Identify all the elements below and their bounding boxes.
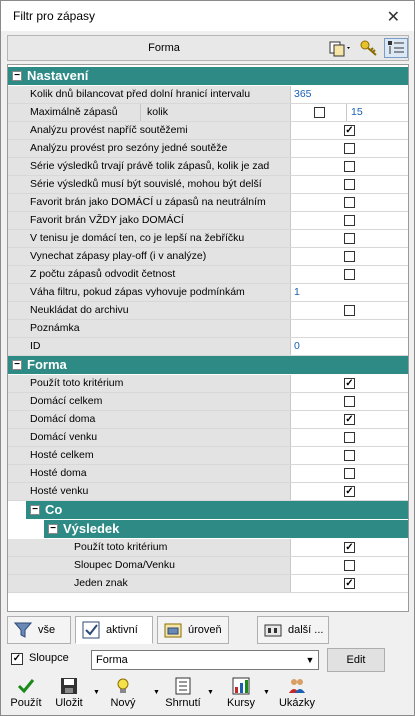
row-gutter bbox=[8, 447, 26, 464]
novy-dropdown-icon[interactable]: ▼ bbox=[153, 689, 160, 696]
novy-button[interactable] bbox=[105, 675, 141, 713]
property-value[interactable]: 15 bbox=[346, 104, 406, 121]
categorized-view-button[interactable] bbox=[384, 38, 408, 58]
toolbar-tab-forma[interactable]: Forma bbox=[148, 42, 180, 54]
property-row[interactable] bbox=[8, 158, 408, 176]
checkbox-unchecked[interactable] bbox=[344, 179, 355, 190]
property-row[interactable] bbox=[8, 338, 408, 356]
property-row[interactable] bbox=[8, 176, 408, 194]
property-label bbox=[26, 447, 291, 464]
key-icon bbox=[359, 39, 379, 57]
row-gutter bbox=[8, 411, 26, 428]
checkbox-unchecked[interactable] bbox=[344, 305, 355, 316]
copy-icon bbox=[327, 39, 353, 57]
row-gutter bbox=[8, 248, 26, 265]
row-gutter bbox=[8, 176, 26, 193]
property-label-text: Kolik dnů bilancovat před dolní hranicí intervalu bbox=[30, 88, 251, 100]
row-gutter bbox=[8, 284, 26, 301]
form-select-value: Forma bbox=[96, 654, 128, 666]
property-value[interactable]: 0 bbox=[292, 338, 408, 355]
tab-uroven[interactable] bbox=[157, 616, 229, 644]
property-row[interactable] bbox=[8, 393, 408, 411]
shrnuti-label: Shrnutí bbox=[165, 697, 201, 709]
collapse-icon[interactable]: − bbox=[12, 71, 22, 81]
checkbox-unchecked[interactable] bbox=[344, 269, 355, 280]
collapse-icon[interactable]: − bbox=[12, 360, 22, 370]
checkbox-unchecked[interactable] bbox=[344, 432, 355, 443]
row-gutter bbox=[8, 122, 26, 139]
grid-toolbar bbox=[7, 35, 409, 61]
level-icon bbox=[164, 621, 182, 639]
property-row[interactable] bbox=[8, 212, 408, 230]
row-gutter bbox=[8, 140, 26, 157]
odds-icon bbox=[232, 677, 250, 695]
property-label-text: Použít toto kritérium bbox=[30, 377, 124, 389]
checkbox-unchecked[interactable] bbox=[344, 161, 355, 172]
action-bar bbox=[7, 675, 409, 713]
checkbox-unchecked[interactable] bbox=[314, 107, 325, 118]
property-row[interactable] bbox=[8, 575, 408, 593]
checkbox-unchecked[interactable] bbox=[344, 251, 355, 262]
property-label-text: Favorit brán jako DOMÁCÍ u zápasů na neutrálním bbox=[30, 196, 266, 208]
property-label-text: Série výsledků trvají právě tolik zápasů, kolik je zad bbox=[30, 160, 270, 172]
row-gutter bbox=[8, 465, 26, 482]
checkbox-unchecked[interactable] bbox=[344, 396, 355, 407]
checkbox-checked[interactable]: ✓ bbox=[345, 542, 354, 553]
property-label bbox=[26, 248, 291, 265]
tab-vse[interactable] bbox=[7, 616, 71, 644]
property-label bbox=[26, 320, 291, 337]
checkbox-icon bbox=[82, 621, 100, 639]
copy-dropdown-button[interactable] bbox=[326, 38, 354, 58]
filter-icon bbox=[14, 621, 32, 639]
row-gutter bbox=[8, 338, 26, 355]
checkbox-unchecked[interactable] bbox=[344, 468, 355, 479]
row-gutter bbox=[8, 266, 26, 283]
collapse-icon[interactable]: − bbox=[30, 505, 40, 515]
property-label-text: Analýzu provést pro sezóny jedné soutěže bbox=[30, 142, 228, 154]
property-label-text: Hosté doma bbox=[30, 467, 87, 479]
property-row[interactable] bbox=[8, 302, 408, 320]
property-label bbox=[26, 302, 291, 319]
property-label bbox=[26, 158, 291, 175]
property-label-text: Domácí celkem bbox=[30, 395, 103, 407]
row-gutter bbox=[8, 104, 26, 121]
row-gutter bbox=[8, 86, 26, 103]
property-label-text: Jeden znak bbox=[74, 577, 128, 589]
property-value[interactable]: 1 bbox=[292, 284, 408, 301]
row-gutter bbox=[8, 230, 26, 247]
property-label-text: Domácí doma bbox=[30, 413, 96, 425]
property-label-text: Hosté venku bbox=[30, 485, 89, 497]
ulozit-dropdown-icon[interactable]: ▼ bbox=[93, 689, 100, 696]
property-label-text: V tenisu je domácí ten, co je lepší na žebříčku bbox=[30, 232, 245, 244]
property-label bbox=[26, 230, 291, 247]
property-label bbox=[62, 575, 291, 592]
property-label bbox=[26, 122, 291, 139]
property-label-text: Váha filtru, pokud zápas vyhovuje podmínkám bbox=[30, 286, 245, 298]
property-row[interactable] bbox=[8, 140, 408, 158]
more-icon bbox=[264, 621, 282, 639]
property-label bbox=[26, 338, 291, 355]
category-label: Výsledek bbox=[63, 521, 120, 536]
checkbox-unchecked[interactable] bbox=[344, 233, 355, 244]
property-sublabel: kolik bbox=[140, 104, 291, 121]
property-label bbox=[62, 539, 291, 556]
close-button[interactable]: ✕ bbox=[386, 9, 400, 26]
kursy-button[interactable] bbox=[221, 675, 261, 713]
row-gutter bbox=[8, 483, 26, 500]
property-label bbox=[62, 557, 291, 574]
property-row[interactable] bbox=[8, 429, 408, 447]
checkbox-unchecked[interactable] bbox=[344, 560, 355, 571]
property-label bbox=[26, 393, 291, 410]
property-row[interactable] bbox=[8, 411, 408, 429]
ulozit-button[interactable] bbox=[49, 675, 89, 713]
property-label-text: Použít toto kritérium bbox=[74, 541, 168, 553]
ukazky-button[interactable] bbox=[275, 675, 319, 713]
categorized-list-icon bbox=[385, 39, 407, 57]
checkbox-checked[interactable]: ✓ bbox=[345, 378, 354, 389]
tab-uroven-label: úroveň bbox=[188, 624, 222, 636]
property-label-text: Z počtu zápasů odvodit četnost bbox=[30, 268, 176, 280]
property-row[interactable] bbox=[8, 194, 408, 212]
property-label-text: Sloupec Doma/Venku bbox=[74, 559, 175, 571]
property-row[interactable] bbox=[8, 465, 408, 483]
checkbox-checked[interactable]: ✓ bbox=[345, 486, 354, 497]
property-grid bbox=[7, 64, 409, 612]
property-row[interactable] bbox=[8, 539, 408, 557]
form-select[interactable] bbox=[91, 650, 319, 670]
category-vysledek[interactable] bbox=[44, 520, 408, 538]
category-nastaveni[interactable] bbox=[8, 67, 408, 85]
checkmark-icon bbox=[17, 677, 35, 695]
tab-vse-label: vše bbox=[38, 624, 56, 636]
property-label-text: Hosté celkem bbox=[30, 449, 94, 461]
checkbox-unchecked[interactable] bbox=[344, 450, 355, 461]
edit-button[interactable]: Edit bbox=[327, 648, 385, 672]
sloupce-checkbox[interactable]: ✓ bbox=[12, 653, 22, 664]
novy-label: Nový bbox=[110, 697, 136, 709]
form-bar bbox=[7, 648, 409, 672]
title-bar bbox=[1, 1, 414, 31]
people-icon bbox=[288, 677, 306, 695]
row-gutter bbox=[8, 302, 26, 319]
property-value[interactable]: 365 bbox=[292, 86, 408, 103]
category-forma[interactable] bbox=[8, 356, 408, 374]
property-label-text: Vynechat zápasy play-off (i v analýze) bbox=[30, 250, 207, 262]
property-label bbox=[26, 483, 291, 500]
property-row[interactable] bbox=[8, 375, 408, 393]
property-row[interactable] bbox=[8, 320, 408, 338]
property-label bbox=[26, 194, 291, 211]
checkbox-unchecked[interactable] bbox=[344, 215, 355, 226]
checkbox-unchecked[interactable] bbox=[344, 197, 355, 208]
row-gutter bbox=[8, 158, 26, 175]
shrnuti-dropdown-icon[interactable]: ▼ bbox=[207, 689, 214, 696]
row-gutter bbox=[8, 557, 62, 574]
property-label bbox=[26, 429, 291, 446]
save-icon bbox=[60, 677, 78, 695]
property-label-text: Analýzu provést napříč soutěžemi bbox=[30, 124, 188, 136]
row-gutter bbox=[8, 320, 26, 337]
key-button[interactable] bbox=[358, 38, 380, 58]
ukazky-label: Ukázky bbox=[278, 697, 316, 709]
property-label bbox=[26, 375, 291, 392]
category-label: Co bbox=[45, 502, 63, 517]
property-row[interactable] bbox=[8, 447, 408, 465]
property-label-text: Poznámka bbox=[30, 322, 80, 334]
property-label-text: ID bbox=[30, 340, 41, 352]
tab-dalsi-label: další ... bbox=[288, 624, 324, 636]
checkbox-checked[interactable]: ✓ bbox=[345, 414, 354, 425]
property-row[interactable] bbox=[8, 122, 408, 140]
property-row[interactable] bbox=[8, 266, 408, 284]
view-tabs bbox=[7, 616, 409, 644]
tab-aktivni[interactable] bbox=[75, 616, 153, 644]
kursy-label: Kursy bbox=[226, 697, 256, 709]
property-label bbox=[26, 86, 291, 103]
kursy-dropdown-icon[interactable]: ▼ bbox=[263, 689, 270, 696]
property-row[interactable] bbox=[8, 86, 408, 104]
chevron-down-icon: ▼ bbox=[305, 655, 315, 665]
tab-aktivni-label: aktivní bbox=[106, 624, 138, 636]
category-co[interactable] bbox=[26, 501, 408, 519]
category-label: Nastavení bbox=[27, 68, 89, 83]
row-gutter bbox=[8, 375, 26, 392]
row-gutter bbox=[8, 429, 26, 446]
property-row[interactable] bbox=[8, 284, 408, 302]
property-label bbox=[26, 176, 291, 193]
summary-icon bbox=[174, 677, 192, 695]
property-row[interactable] bbox=[8, 483, 408, 501]
property-label bbox=[26, 266, 291, 283]
pouzit-label: Použít bbox=[10, 697, 42, 709]
property-value[interactable] bbox=[292, 320, 408, 337]
property-label-text: Série výsledků musí být souvislé, mohou být delší bbox=[30, 178, 262, 190]
shrnuti-button[interactable] bbox=[163, 675, 203, 713]
property-label bbox=[26, 411, 291, 428]
sloupce-label: Sloupce bbox=[29, 652, 69, 664]
row-gutter bbox=[8, 575, 62, 592]
property-label-text: Favorit brán VŽDY jako DOMÁCÍ bbox=[30, 214, 184, 226]
ulozit-label: Uložit bbox=[55, 697, 83, 709]
property-label-text: Domácí venku bbox=[30, 431, 98, 443]
row-gutter bbox=[8, 539, 62, 556]
checkbox-unchecked[interactable] bbox=[344, 143, 355, 154]
row-gutter bbox=[8, 212, 26, 229]
collapse-icon[interactable]: − bbox=[48, 524, 58, 534]
checkbox-checked[interactable]: ✓ bbox=[345, 125, 354, 136]
row-gutter bbox=[8, 194, 26, 211]
property-row[interactable] bbox=[8, 230, 408, 248]
property-label-text: Maximálně zápasů bbox=[30, 106, 118, 118]
property-label bbox=[26, 140, 291, 157]
category-label: Forma bbox=[27, 357, 67, 372]
property-label bbox=[26, 212, 291, 229]
property-label bbox=[26, 104, 291, 121]
lightbulb-icon bbox=[114, 677, 132, 695]
window-title: Filtr pro zápasy bbox=[13, 9, 96, 23]
property-row[interactable] bbox=[8, 557, 408, 575]
property-label-text: Neukládat do archivu bbox=[30, 304, 129, 316]
checkbox-checked[interactable]: ✓ bbox=[345, 578, 354, 589]
tab-dalsi[interactable] bbox=[257, 616, 329, 644]
row-gutter bbox=[8, 393, 26, 410]
pouzit-button[interactable] bbox=[7, 675, 45, 713]
property-label bbox=[26, 284, 291, 301]
property-row[interactable] bbox=[8, 104, 408, 122]
property-row[interactable] bbox=[8, 248, 408, 266]
property-label bbox=[26, 465, 291, 482]
